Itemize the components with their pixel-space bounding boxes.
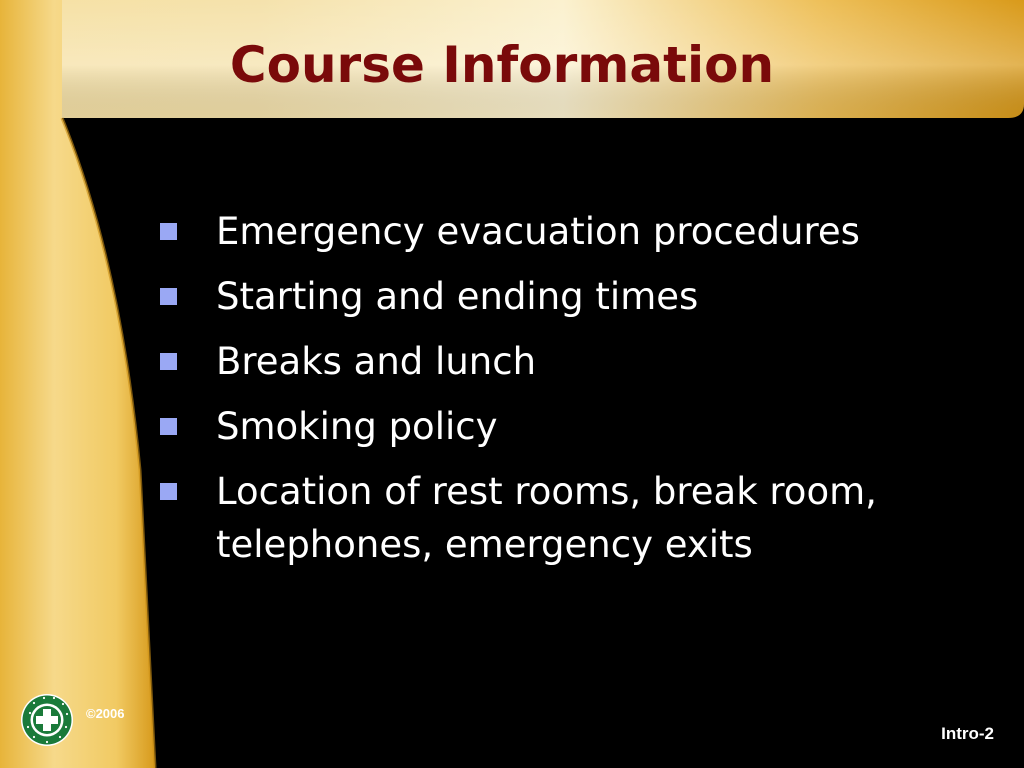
bullet-list [158, 205, 978, 583]
bullet-text: Emergency evacuation procedures [216, 210, 860, 253]
bullet-text: Starting and ending times [216, 275, 699, 318]
slide-title: Course Information [229, 36, 775, 94]
bullet-square-icon [160, 353, 177, 370]
list-item [158, 465, 978, 571]
bullet-square-icon [160, 418, 177, 435]
bullet-square-icon [160, 223, 177, 240]
list-item [158, 270, 978, 323]
bullet-text: Breaks and lunch [216, 340, 537, 383]
copyright-text: ©2006 [86, 706, 125, 721]
slide-number: Intro-2 [941, 724, 994, 743]
list-item [158, 335, 978, 388]
list-item [158, 400, 978, 453]
bullet-square-icon [160, 483, 177, 500]
bullet-square-icon [160, 288, 177, 305]
bullet-text: Location of rest rooms, break room, telephones, emergency exits [216, 470, 877, 566]
list-item [158, 205, 978, 258]
bullet-text: Smoking policy [216, 405, 498, 448]
national-safety-council-cross-icon [20, 693, 74, 747]
